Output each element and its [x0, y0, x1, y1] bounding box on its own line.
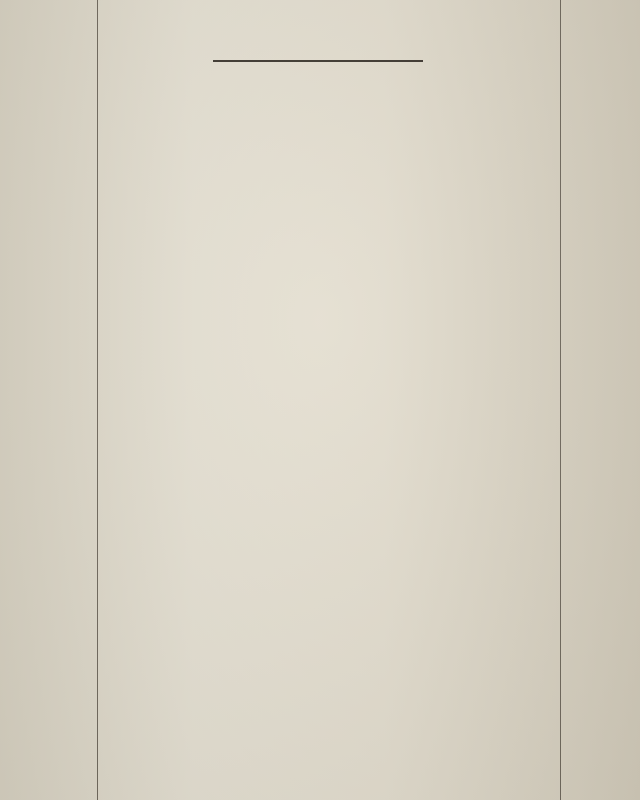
- column-rule-right: [560, 0, 561, 800]
- main-column: [103, 0, 555, 800]
- left-column-fragment: [0, 0, 92, 800]
- article-separator-rule: [213, 60, 423, 62]
- right-column-fragment: [566, 0, 640, 800]
- column-rule-left: [97, 0, 98, 800]
